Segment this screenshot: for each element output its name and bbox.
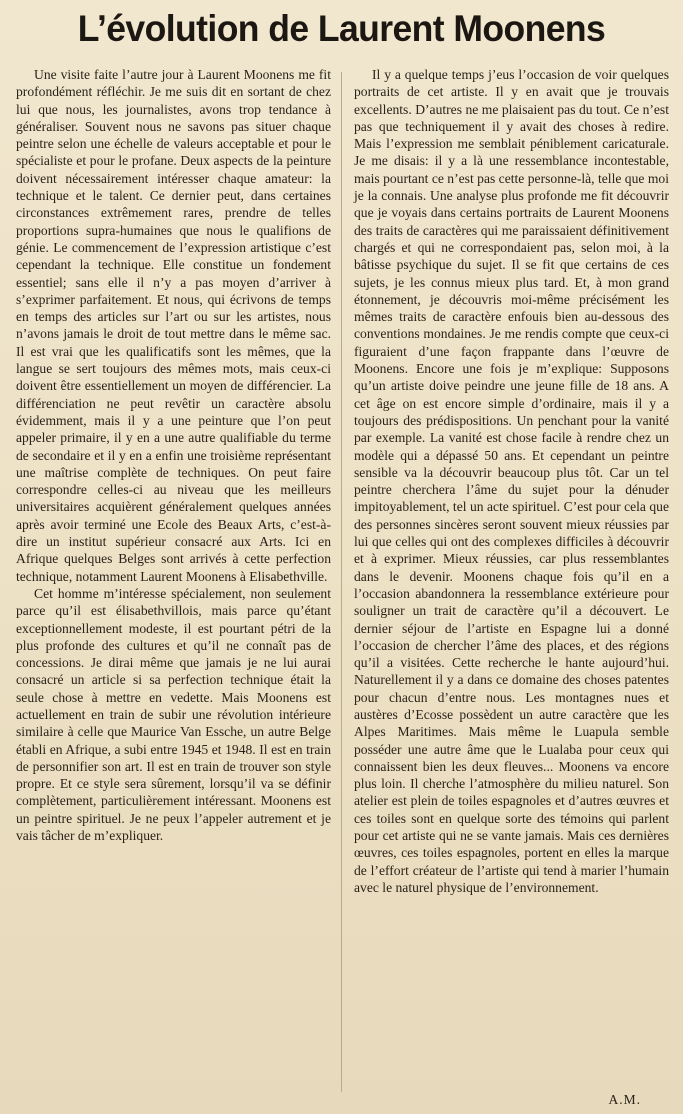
column-divider — [341, 72, 342, 1092]
article-title: L’évolution de Laurent Moonens — [77, 8, 606, 49]
paragraph: Cet homme m’intéresse spécialement, non seulement parce qu’il est élisabethvillois, mais parce qu’étant exceptionnellement modeste, il est pourtant pétri de la plus profonde des cultures et qu’il ne connaît pas de concessions. Je dirai même que jamais je ne lui aurai consacré un article si sa perfection technique était la seule chose à mettre en vedette. Mais Moonens est actuellement en train de subir une révolution intérieure similaire à celle que Maurice Van Essche, un autre Belge établi en Afrique, a subi entre 1945 et 1948. Il est en train de personnifier son art. Il est en train de trouver son style propre. Et ce style sera sûrement, lorsqu’il va se définir complètement, particulièrement intéressant. Moonens est un peintre spirituel. Je ne peux l’appeler autrement et je vais tâcher de m’expliquer. — [16, 585, 331, 844]
author-signature: A.M. — [608, 1092, 641, 1107]
paragraph: Il y a quelque temps j’eus l’occasion de voir quelques portraits de cet artiste. Il y en avait que je trouvais excellents. D’autres ne me plaisaient pas du tout. Ce n’est pas que techniquement il y avait des choses à redire. Mais l’expression me semblait péniblement caricaturale. Je me disais: il y a là une ressemblance incontestable, mais pourtant ce n’est pas cette personne-là, telle que moi je la connais. Une analyse plus profonde me fit découvrir que je voyais dans certains portraits de Laurent Moonens des traits de caractères qui me paraissaient définitivement chargés et qui ne correspondaient pas, selon moi, à la bâtisse psychique du sujet. Il se fit que certains de ces sujets, je les connus mieux plus tard. Et, à mon grand étonnement, je découvris moi-même précisément les mêmes traits de caractère enfouis bien au-dessous des conventions mondaines. Je me rendis compte que ceux-ci figuraient d’une façon frappante dans l’œuvre de Moonens. Encore une fois je m’explique: Supposons qu’un artiste doive peindre une jeune fille de 18 ans. A cet âge on est encore simple d’ordinaire, mais il y a toujours des prédispositions. Un penchant pour la vanité par exemple. La vanité est chose facile à rendre chez un modèle qui a dépassé 50 ans. Et cependant un peintre sensible va la découvrir beaucoup plus tôt. Car un tel peintre cherchera l’âme du sujet pour la dénuder impitoyablement, tel un acte spirituel. C’est pour cela que des personnes sincères seront souvent mieux réussies par lui que celles qui ont des complexes difficiles à découvrir et à exprimer. Mieux réussies, car plus ressemblantes dans le devenir. Moonens chaque fois qu’il en a l’occasion abandonnera la ressemblance extérieure pour souligner un trait de caractère qu’il a découvert. Le dernier séjour de l’artiste en Espagne lui a donné l’occasion de chercher l’âme des places, et des régions qu’il a visitées. Cette recherche le hante aujourd’hui. Naturellement il y a dans ce domaine des choses patentes pour chacun d’entre nous. Les montagnes nues et austères d’Ecosse possèdent un autre caractère que les Alpes Maritimes. Mais même le Luapula semble posséder une autre âme que le Lualaba pour ceux qui connaissent bien les deux fleuves... Moonens va encore plus loin. Il cherche l’atmosphère du milieu naturel. Son atelier est plein de toiles espagnoles et d’autres œuvres et ces toiles sont en quelque sorte des témoins qui parlent pour cet artiste qui ne se vante jamais. Mais ces dernières œuvres, ces toiles espagnoles, portent en elles la marque de l’effort créateur de l’artiste qui tend à marier l’humain avec le naturel physique de l’environnement. — [354, 67, 669, 895]
left-column — [16, 66, 331, 896]
right-column — [354, 66, 669, 896]
paragraph: Une visite faite l’autre jour à Laurent Moonens me fit profondément réfléchir. Je me suis dit en sortant de chez lui que nous, les journalistes, avons trop tendance à généraliser. Souvent nous ne savons pas situer chaque peintre selon une échelle de valeurs acceptable et pour le spécialiste et pour le profane. Deux aspects de la peinture doivent nécessairement intéresser chaque amateur: la technique et le talent. Ce dernier peut, dans certaines circonstances extrêmement rares, prendre de telles proportions supra-humaines que nous le qualifions de génie. Le commencement de l’expression artistique c’est cependant la technique. Elle constitue un fondement essentiel; sans elle il n’y a pas moyen d’arriver à s’exprimer parfaitement. Et nous, qui écrivons de temps en temps des articles sur l’art ou sur les artistes, nous n’avons jamais le droit de tout mettre dans le même sac. Il est vrai que les qualificatifs sont les mêmes, que la langue se sert toujours des mêmes mots, mais ceux-ci doivent être essentiellement un moyen de différencier. La différenciation ne peut revêtir un caractère absolu évidemment, mais il y a une peinture que l’on peut appeler primaire, il y en a une autre qualifiable du terme de secondaire et il y en a enfin une troisième représentant une maîtrise complète de techniques. On peut faire correspondre celles-ci au niveau que les meilleurs universitaires acquièrent généralement quelques années après avoir terminé une Ecole des Beaux Arts, c’est-à-dire un institut supérieur consacré aux Arts. Ici en Afrique quelques Belges sont arrivés à cette perfection technique, notamment Laurent Moonens à Elisabethville. — [16, 67, 331, 584]
article-body — [16, 66, 669, 896]
